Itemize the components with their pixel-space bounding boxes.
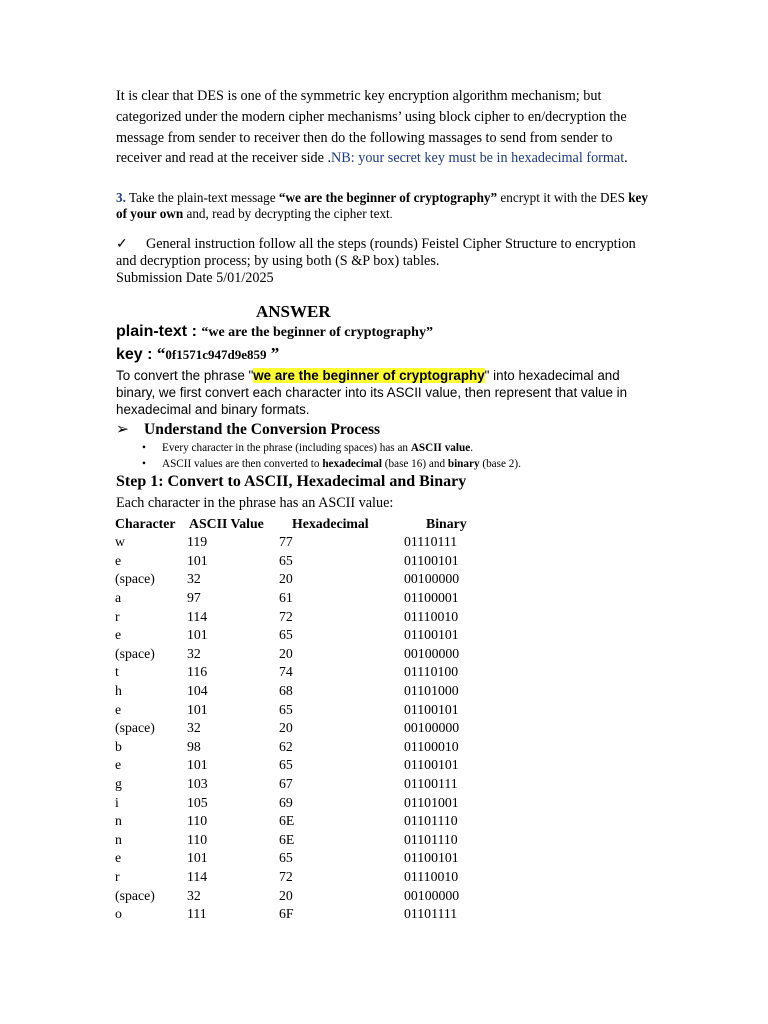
table-body	[115, 533, 526, 923]
cell-hex: 20	[279, 645, 293, 661]
cell-hex: 20	[279, 720, 293, 736]
table-row	[115, 831, 526, 850]
cell-binary: 01100101	[404, 701, 459, 717]
cell-binary: 01100111	[404, 776, 458, 792]
plaintext-label: plain-text :	[116, 323, 202, 340]
cell-character: a	[115, 590, 122, 606]
bullet2-bold-hex: hexadecimal	[322, 457, 382, 470]
question-end: .	[389, 209, 393, 221]
question-text-3: and, read by decrypting the cipher text	[183, 206, 390, 221]
plaintext-line	[116, 323, 433, 341]
cell-ascii: 114	[187, 868, 208, 884]
step1-heading: Step 1: Convert to ASCII, Hexadecimal and Binary	[116, 473, 467, 490]
cell-hex: 74	[279, 664, 293, 680]
step1-intro: Each character in the phrase has an ASCII value:	[116, 495, 394, 511]
table-row	[115, 589, 526, 608]
question-text-2: encrypt it with the DES	[497, 190, 629, 205]
cell-ascii: 101	[187, 757, 208, 773]
understand-title: Understand the Conversion Process	[144, 421, 381, 438]
cell-ascii: 101	[187, 627, 208, 643]
cell-binary: 01100101	[404, 850, 459, 866]
cell-binary: 01101111	[404, 906, 458, 922]
bullet2-bold-binary: binary	[447, 457, 480, 470]
nb-period: .	[624, 150, 628, 167]
question-3	[116, 190, 656, 223]
cell-ascii: 101	[187, 850, 208, 866]
checkmark-icon: ✓	[116, 236, 128, 252]
cell-character: h	[115, 683, 122, 699]
question-key-phrase: key of your own	[116, 190, 648, 221]
cell-hex: 6F	[279, 906, 294, 922]
table-row	[115, 849, 526, 868]
list-item	[140, 457, 521, 473]
table-row	[115, 570, 526, 589]
question-text-1: Take the plain-text message	[125, 190, 279, 205]
cell-character: i	[115, 794, 119, 810]
table-row	[115, 775, 526, 794]
cell-hex: 67	[279, 776, 293, 792]
header-ascii: ASCII Value	[189, 515, 264, 531]
cell-binary: 01100101	[404, 552, 459, 568]
cell-binary: 01110111	[404, 534, 458, 550]
table-row	[115, 700, 526, 719]
cell-binary: 01110100	[404, 664, 459, 680]
table-row	[115, 607, 526, 626]
cell-hex: 20	[279, 571, 293, 587]
cell-character: (space)	[115, 571, 155, 587]
cell-hex: 62	[279, 738, 293, 754]
cell-binary: 01110010	[404, 868, 459, 884]
bullet2-text-mid: (base 16) and	[381, 457, 448, 470]
understand-heading	[116, 420, 380, 439]
cell-ascii: 110	[187, 831, 208, 847]
cell-binary: 01100101	[404, 757, 459, 773]
cell-hex: 6E	[279, 813, 295, 829]
key-line	[116, 344, 279, 364]
cell-ascii: 105	[187, 794, 208, 810]
table-row	[115, 682, 526, 701]
header-hex: Hexadecimal	[292, 515, 369, 531]
general-instruction	[116, 236, 656, 287]
cell-ascii: 32	[187, 571, 201, 587]
cell-ascii: 111	[187, 906, 207, 922]
submission-date: Submission Date 5/01/2025	[116, 270, 274, 286]
table-row	[115, 738, 526, 757]
cell-hex: 72	[279, 608, 293, 624]
cell-character: o	[115, 906, 122, 922]
cell-binary: 01101110	[404, 831, 458, 847]
cell-character: e	[115, 850, 122, 866]
plaintext-value: “we are the beginner of cryptography”	[201, 325, 433, 340]
arrow-bullet-icon: ➢	[116, 421, 129, 438]
cell-character: g	[115, 776, 122, 792]
question-number: 3.	[116, 190, 126, 205]
cell-character: e	[115, 701, 122, 717]
answer-heading: ANSWER	[256, 302, 331, 321]
cell-hex: 72	[279, 868, 293, 884]
bullet2-end: (base 2).	[479, 457, 521, 470]
instruction-text: General instruction follow all the steps (rounds) Feistel Cipher Structure to encryption and decryption process; by using both (S &P box) tables.	[116, 236, 636, 269]
cell-character: t	[115, 664, 119, 680]
cell-hex: 65	[279, 701, 293, 717]
table-row	[115, 793, 526, 812]
key-open-quote: “	[156, 344, 166, 363]
cell-hex: 65	[279, 627, 293, 643]
nb-note: NB: your secret key must be in hexadecimal format	[331, 150, 625, 167]
table-row	[115, 812, 526, 831]
cell-ascii: 32	[187, 720, 201, 736]
cell-hex: 6E	[279, 831, 295, 847]
cell-ascii: 97	[187, 590, 201, 606]
header-binary: Binary	[426, 515, 467, 531]
cell-hex: 69	[279, 794, 293, 810]
cell-character: e	[115, 552, 122, 568]
cell-character: (space)	[115, 645, 155, 661]
bullet1-bold: ASCII value	[410, 442, 471, 454]
table-row	[115, 868, 526, 887]
table-row	[115, 645, 526, 664]
table-row	[115, 552, 526, 571]
cell-binary: 00100000	[404, 887, 460, 903]
table-row	[115, 533, 526, 552]
cell-binary: 01100010	[404, 738, 459, 754]
table-header-row	[115, 514, 526, 533]
table-row	[115, 626, 526, 645]
table-row	[115, 886, 526, 905]
cell-ascii: 98	[187, 738, 201, 754]
question-message: “we are the beginner of cryptography”	[278, 190, 498, 205]
cell-ascii: 104	[187, 683, 208, 699]
cell-hex: 65	[279, 757, 293, 773]
cell-ascii: 116	[187, 664, 208, 680]
cell-character: n	[115, 813, 122, 829]
cell-character: (space)	[115, 887, 155, 903]
ascii-table	[115, 514, 526, 923]
cell-hex: 68	[279, 683, 293, 699]
key-value: 0f1571c947d9e859	[165, 347, 267, 362]
cell-binary: 01100101	[404, 627, 459, 643]
cell-character: e	[115, 757, 122, 773]
table-row	[115, 905, 526, 924]
cell-ascii: 114	[187, 608, 208, 624]
cell-binary: 01100001	[404, 590, 459, 606]
cell-ascii: 101	[187, 552, 208, 568]
cell-binary: 00100000	[404, 571, 460, 587]
list-item	[140, 441, 521, 457]
highlighted-phrase: we are the beginner of cryptography	[253, 368, 485, 383]
cell-hex: 65	[279, 850, 293, 866]
header-character: Character	[115, 515, 176, 531]
table-row	[115, 719, 526, 738]
cell-hex: 20	[279, 887, 293, 903]
table-row	[115, 663, 526, 682]
cell-character: (space)	[115, 720, 155, 736]
cell-ascii: 110	[187, 813, 208, 829]
cell-ascii: 101	[187, 701, 208, 717]
bullet2-text: ASCII values are then converted to	[162, 457, 323, 470]
cell-binary: 01101110	[404, 813, 458, 829]
cell-character: b	[115, 738, 122, 754]
key-label: key :	[116, 346, 157, 363]
cell-hex: 65	[279, 552, 293, 568]
cell-character: w	[115, 534, 125, 550]
cell-character: r	[115, 608, 120, 624]
convert-text-after: " into hexadecimal and binary, we first convert each character into its ASCII value, then represent that value in hexadecimal and binary formats.	[116, 368, 628, 417]
cell-binary: 00100000	[404, 645, 460, 661]
cell-binary: 01101001	[404, 794, 459, 810]
cell-ascii: 32	[187, 887, 201, 903]
cell-character: r	[115, 868, 120, 884]
conversion-bullets	[140, 441, 521, 472]
convert-paragraph	[116, 368, 656, 418]
cell-ascii: 103	[187, 776, 208, 792]
cell-character: e	[115, 627, 122, 643]
cell-character: n	[115, 831, 122, 847]
convert-text-before: To convert the phrase "	[116, 368, 254, 383]
cell-ascii: 119	[187, 534, 208, 550]
bullet1-text: Every character in the phrase (including spaces) has an	[162, 442, 411, 454]
cell-binary: 01110010	[404, 608, 459, 624]
cell-binary: 01101000	[404, 683, 459, 699]
cell-ascii: 32	[187, 645, 201, 661]
cell-hex: 61	[279, 590, 293, 606]
cell-hex: 77	[279, 534, 293, 550]
intro-paragraph	[116, 86, 656, 169]
table-row	[115, 756, 526, 775]
intro-text: It is clear that DES is one of the symmetric key encryption algorithm mechanism; but categorized under the modern cipher mechanisms’ using block cipher to en/decryption the message from sender to receiver then do the following massages to send from sender to receiver and read at the receiver side .	[116, 88, 627, 167]
key-close-quote: ”	[266, 344, 280, 363]
cell-binary: 00100000	[404, 720, 460, 736]
bullet1-end: .	[470, 442, 473, 454]
